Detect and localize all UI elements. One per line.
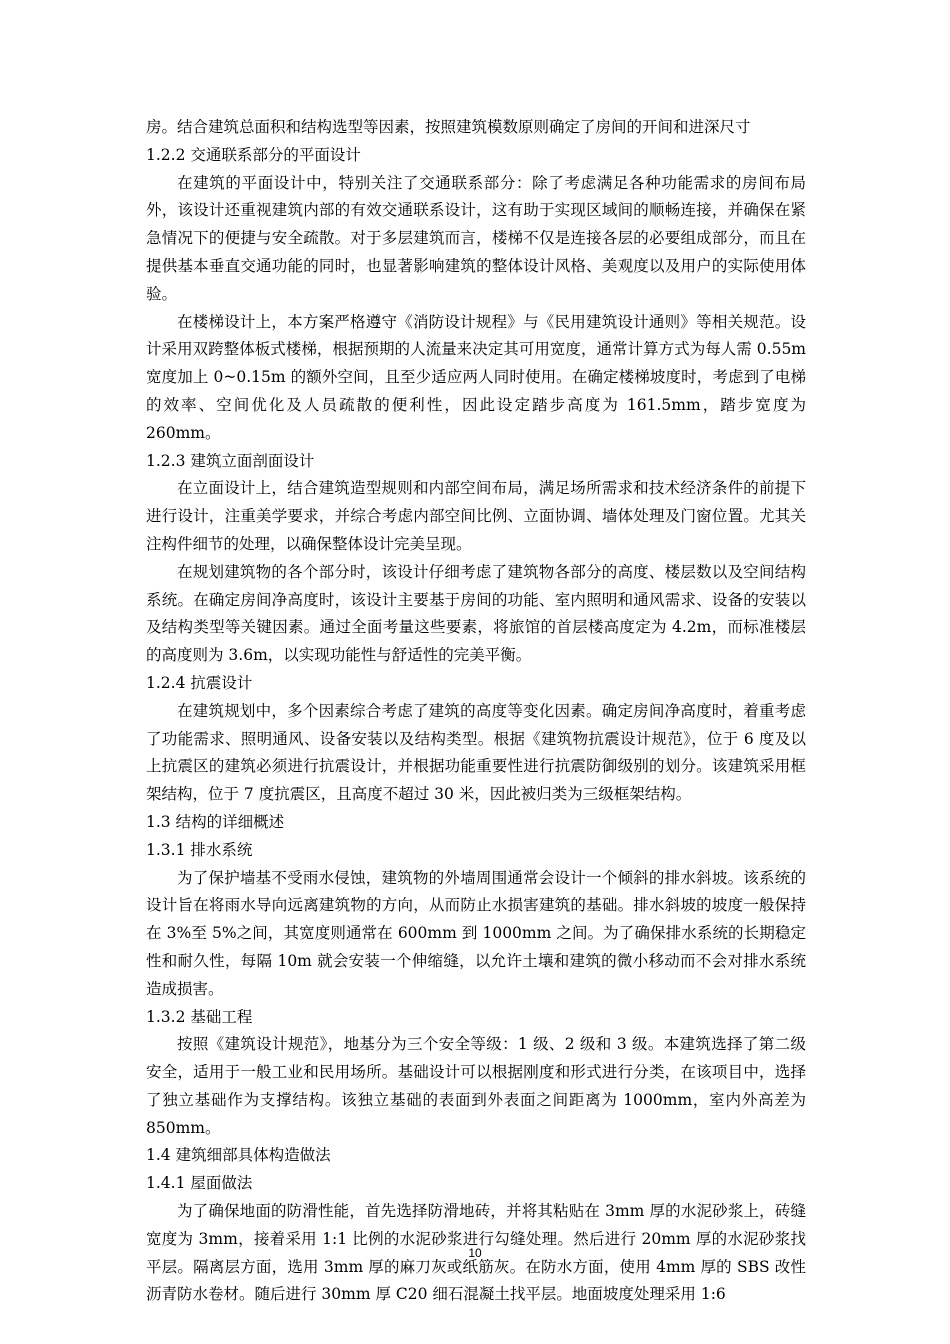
section-heading-1-2-2: 1.2.2 交通联系部分的平面设计	[146, 145, 361, 164]
section-heading-1-3-2: 1.3.2 基础工程	[146, 1007, 253, 1026]
document-body	[146, 114, 806, 1309]
paragraph: 在楼梯设计上，本方案严格遵守《消防设计规程》与《民用建筑设计通则》等相关规范。设计采用双跨整体板式楼梯，根据预期的人流量来决定其可用宽度，通常计算方式为每人需 0.55m 宽度加上 0~0.15m 的额外空间，且至少适应两人同时使用。在确定楼梯坡度时，考虑到了电梯的效率、空间优化及人员疏散的便利性，因此设定踏步高度为 161.5mm，踏步宽度为 260mm。	[146, 312, 806, 442]
paragraph: 按照《建筑设计规范》，地基分为三个安全等级：1 级、2 级和 3 级。本建筑选择了第二级安全，适用于一般工业和民用场所。基础设计可以根据刚度和形式进行分类，在该项目中，选择了独立基础作为支撑结构。该独立基础的表面到外表面之间距离为 1000mm，室内外高差为 850mm。	[146, 1035, 806, 1137]
paragraph: 为了保护墙基不受雨水侵蚀，建筑物的外墙周围通常会设计一个倾斜的排水斜坡。该系统的设计旨在将雨水导向远离建筑物的方向，从而防止水损害建筑的基础。排水斜坡的坡度一般保持在 3%至 5%之间，其宽度则通常在 600mm 到 1000mm 之间。为了确保排水系统的长期稳定性和耐久性，每隔 10m 就会安装一个伸缩缝，以允许土壤和建筑的微小移动而不会对排水系统造成损害。	[146, 868, 806, 998]
section-heading-1-3: 1.3 结构的详细概述	[146, 812, 285, 831]
section-heading-1-4: 1.4 建筑细部具体构造做法	[146, 1146, 331, 1165]
paragraph: 在建筑的平面设计中，特别关注了交通联系部分：除了考虑满足各种功能需求的房间布局外，该设计还重视建筑内部的有效交通联系设计，这有助于实现区域间的顺畅连接，并确保在紧急情况下的便捷与安全疏散。对于多层建筑而言，楼梯不仅是连接各层的必要组成部分，而且在提供基本垂直交通功能的同时，也显著影响建筑的整体设计风格、美观度以及用户的实际使用体验。	[146, 173, 806, 303]
section-heading-1-3-1: 1.3.1 排水系统	[146, 840, 253, 859]
paragraph: 在立面设计上，结合建筑造型规则和内部空间布局，满足场所需求和技术经济条件的前提下进行设计，注重美学要求，并综合考虑内部空间比例、立面协调、墙体处理及门窗位置。尤其关注构件细节的处理，以确保整体设计完美呈现。	[146, 479, 806, 553]
section-heading-1-2-3: 1.2.3 建筑立面剖面设计	[146, 451, 315, 470]
section-heading-1-4-1: 1.4.1 屋面做法	[146, 1174, 253, 1193]
paragraph: 在建筑规划中，多个因素综合考虑了建筑的高度等变化因素。确定房间净高度时，着重考虑了功能需求、照明通风、设备安装以及结构类型。根据《建筑物抗震设计规范》，位于 6 度及以上抗震区的建筑必须进行抗震设计，并根据功能重要性进行抗震防御级别的划分。该建筑采用框架结构，位于 7 度抗震区，且高度不超过 30 米，因此被归类为三级框架结构。	[146, 701, 806, 804]
paragraph: 在规划建筑物的各个部分时，该设计仔细考虑了建筑物各部分的高度、楼层数以及空间结构系统。在确定房间净高度时，该设计主要基于房间的功能、室内照明和通风需求、设备的安装以及结构类型等关键因素。通过全面考量这些要素，将旅馆的首层楼高度定为 4.2m，而标准楼层的高度则为 3.6m，以实现功能性与舒适性的完美平衡。	[146, 562, 806, 665]
section-heading-1-2-4: 1.2.4 抗震设计	[146, 673, 253, 692]
paragraph-continuation: 房。结合建筑总面积和结构选型等因素，按照建筑模数原则确定了房间的开间和进深尺寸	[146, 118, 751, 136]
paragraph: 为了确保地面的防滑性能，首先选择防滑地砖，并将其粘贴在 3mm 厚的水泥砂浆上，砖缝宽度为 3mm，接着采用 1:1 比例的水泥砂浆进行勾缝处理。然后进行 20mm 厚的水泥砂浆找平层。隔离层方面，选用 3mm 厚的麻刀灰或纸筋灰。在防水方面，使用 4mm 厚的 SBS 改性沥青防水卷材。随后进行 30mm 厚 C20 细石混凝土找平层。地面坡度处理采用 1:6	[146, 1202, 806, 1304]
page-number: 10	[468, 1246, 482, 1260]
